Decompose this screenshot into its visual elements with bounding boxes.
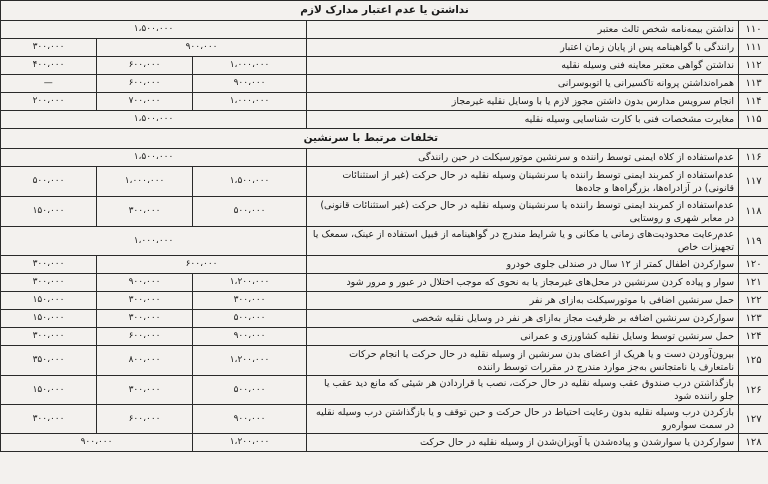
row-description: انجام سرویس مدارس بدون داشتن مجوز لازم یا با وسایل نقلیه غیرمجاز [307,93,739,111]
row-description: همراه‌نداشتن پروانه تاکسیرانی یا اتوبوسرانی [307,75,739,93]
row-number: ۱۱۷ [739,167,768,197]
fine-amount: ۱،۵۰۰،۰۰۰ [1,21,307,39]
row-number: ۱۱۱ [739,39,768,57]
fine-amount: ۶۰۰،۰۰۰ [97,75,193,93]
row-number: ۱۲۰ [739,256,768,274]
row-number: ۱۲۵ [739,346,768,376]
table-row [1,292,768,310]
fine-amount: ۹۰۰،۰۰۰ [193,405,307,434]
table-row [1,57,768,75]
table-row [1,256,768,274]
fine-amount: ۹۰۰،۰۰۰ [1,434,193,452]
row-number: ۱۱۹ [739,227,768,256]
fine-amount: ۱۵۰،۰۰۰ [1,197,97,227]
row-description: حمل سرنشین اضافی با موتورسیکلت به‌ازای هر نفر [307,292,739,310]
fine-amount: ۳۰۰،۰۰۰ [97,376,193,405]
row-number: ۱۱۶ [739,149,768,167]
fine-amount: ۴۰۰،۰۰۰ [1,57,97,75]
fine-amount: ۱،۲۰۰،۰۰۰ [193,346,307,376]
row-description: رانندگی با گواهینامه پس از پایان زمان اعتبار [307,39,739,57]
fine-amount: ۵۰۰،۰۰۰ [193,197,307,227]
row-description: مغایرت مشخصات فنی با کارت شناسایی وسیله نقلیه [307,111,739,129]
row-description: سوارکردن یا سوارشدن و پیاده‌شدن یا آویزان‌شدن از وسیله نقلیه در حال حرکت [307,434,739,452]
table-row [1,405,768,434]
table-row [1,111,768,129]
fine-amount: ۱،۰۰۰،۰۰۰ [193,93,307,111]
fine-amount: ۱،۵۰۰،۰۰۰ [1,111,307,129]
row-number: ۱۲۳ [739,310,768,328]
row-number: ۱۲۲ [739,292,768,310]
row-number: ۱۲۸ [739,434,768,452]
row-description: عدم‌استفاده از کمربند ایمنی توسط راننده یا سرنشینان وسیله نقلیه در حال حرکت (غیر از استثنائات قانونی) در آزادراه‌ها، بزرگراه‌ها و جاده‌ها [307,167,739,197]
fine-amount: ۶۰۰،۰۰۰ [97,57,193,75]
row-number: ۱۱۵ [739,111,768,129]
row-number: ۱۲۷ [739,405,768,434]
fine-amount: ۳۰۰،۰۰۰ [97,310,193,328]
fine-amount: ۳۰۰،۰۰۰ [193,292,307,310]
table-row [1,310,768,328]
table-row [1,376,768,405]
fine-amount: ۸۰۰،۰۰۰ [97,346,193,376]
row-description: حمل سرنشین توسط وسایل نقلیه کشاورزی و عمرانی [307,328,739,346]
fine-amount: ۶۰۰،۰۰۰ [97,328,193,346]
fine-amount: ۱۵۰،۰۰۰ [1,376,97,405]
row-description: نداشتن گواهی معتبر معاینه فنی وسیله نقلیه [307,57,739,75]
fine-amount: ۱،۵۰۰،۰۰۰ [1,149,307,167]
row-description: سوارکردن اطفال کمتر از ۱۲ سال در صندلی جلوی خودرو [307,256,739,274]
row-description: سوارکردن سرنشین اضافه بر ظرفیت مجاز به‌ازای هر نفر در وسایل نقلیه شخصی [307,310,739,328]
row-description: سوار و پیاده کردن سرنشین در محل‌های غیرمجاز یا به نحوی که موجب اختلال در عبور و مرور شود [307,274,739,292]
row-description: عدم‌رعایت محدودیت‌های زمانی یا مکانی و یا شرایط مندرج در گواهینامه از قبیل استفاده از عینک، سمعک یا تجهیزات خاص [307,227,739,256]
row-description: نداشتن بیمه‌نامه شخص ثالث معتبر [307,21,739,39]
row-number: ۱۱۲ [739,57,768,75]
row-description: بیرون‌آوردن دست و یا هریک از اعضای بدن سرنشین از وسیله نقلیه در حال حرکت یا انجام حرکات نامتعارف یا نامتجانس به‌جز موارد مندرج در مقررات توسط راننده [307,346,739,376]
fine-amount: ۱،۲۰۰،۰۰۰ [193,274,307,292]
fine-amount: ۱،۰۰۰،۰۰۰ [1,227,307,256]
fine-amount: ۶۰۰،۰۰۰ [97,405,193,434]
fine-amount: ۳۰۰،۰۰۰ [1,405,97,434]
fine-amount: ۵۰۰،۰۰۰ [193,310,307,328]
table-row [1,39,768,57]
fine-amount: ۵۰۰،۰۰۰ [193,376,307,405]
section-title-passengers: تخلفات مرتبط با سرنشین [1,129,768,149]
fine-amount: ۵۰۰،۰۰۰ [1,167,97,197]
fine-amount: ۱۵۰،۰۰۰ [1,292,97,310]
fine-amount: ۱،۰۰۰،۰۰۰ [193,57,307,75]
row-description: بازکردن درب وسیله نقلیه بدون رعایت احتیاط در حال حرکت و حین توقف و یا بازگذاشتن درب وسیله نقلیه در سمت سواره‌رو [307,405,739,434]
table-row [1,149,768,167]
fine-amount: ۳۰۰،۰۰۰ [1,256,97,274]
fine-amount: ۹۰۰،۰۰۰ [193,75,307,93]
table-row [1,346,768,376]
fine-amount: ۱۵۰،۰۰۰ [1,310,97,328]
table-row [1,93,768,111]
fine-amount: ۹۰۰،۰۰۰ [97,39,307,57]
row-description: بازگذاشتن درب صندوق عقب وسیله نقلیه در حال حرکت، نصب یا قراردادن هر شیئی که مانع دید عقب یا جلو راننده شود [307,376,739,405]
fine-amount: ۳۰۰،۰۰۰ [97,292,193,310]
fine-amount: — [1,75,97,93]
row-number: ۱۱۳ [739,75,768,93]
fine-amount: ۳۰۰،۰۰۰ [1,328,97,346]
fine-amount: ۷۰۰،۰۰۰ [97,93,193,111]
fine-amount: ۳۰۰،۰۰۰ [97,197,193,227]
table-row [1,167,768,197]
fine-amount: ۱،۰۰۰،۰۰۰ [97,167,193,197]
row-number: ۱۱۰ [739,21,768,39]
section-header-row [1,1,768,21]
row-number: ۱۱۸ [739,197,768,227]
row-description: عدم‌استفاده از کمربند ایمنی توسط راننده یا سرنشینان وسیله نقلیه در حال حرکت (غیر استثنائات قانونی) در معابر شهری و روستایی [307,197,739,227]
table-row [1,75,768,93]
row-number: ۱۱۴ [739,93,768,111]
fine-amount: ۳۰۰،۰۰۰ [1,39,97,57]
fine-amount: ۹۰۰،۰۰۰ [97,274,193,292]
row-number: ۱۲۱ [739,274,768,292]
row-number: ۱۲۶ [739,376,768,405]
table-row [1,274,768,292]
table-row [1,328,768,346]
fine-amount: ۲۰۰،۰۰۰ [1,93,97,111]
table-row [1,434,768,452]
fine-amount: ۹۰۰،۰۰۰ [193,328,307,346]
row-description: عدم‌استفاده از کلاه ایمنی توسط راننده و سرنشین موتورسیکلت در حین رانندگی [307,149,739,167]
fine-amount: ۱،۵۰۰،۰۰۰ [193,167,307,197]
fine-amount: ۱،۲۰۰،۰۰۰ [193,434,307,452]
fine-amount: ۳۰۰،۰۰۰ [1,274,97,292]
section-header-row [1,129,768,149]
fine-amount: ۶۰۰،۰۰۰ [97,256,307,274]
row-number: ۱۲۴ [739,328,768,346]
table-row [1,21,768,39]
table-row [1,227,768,256]
fine-amount: ۳۵۰،۰۰۰ [1,346,97,376]
table-row [1,197,768,227]
section-title-documents: نداشتن یا عدم اعتبار مدارک لازم [1,1,768,21]
